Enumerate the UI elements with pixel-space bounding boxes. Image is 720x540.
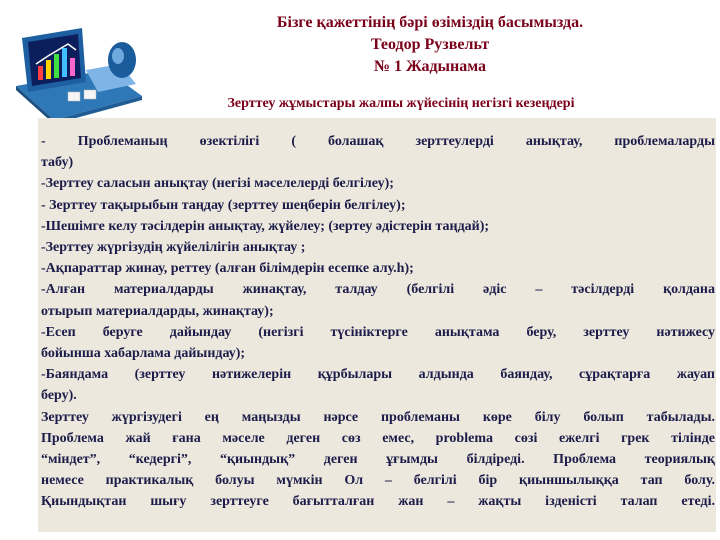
text-line: бойынша хабарлама дайындау); <box>41 346 246 362</box>
quote-text: Бізге қажеттінің бәрі өзіміздің басымызда. <box>276 14 584 31</box>
text-line: -Шешімге келу тәсілдерін анықтау, жүйелеу; (зертеу әдістерін таңдай); <box>41 218 490 234</box>
text-line: “міндет”, “кедергі”, “қиындық” деген ұғымды білдіреді. Проблема теориялық <box>41 452 715 468</box>
text-line: -Есеп беруге дайындау (негізгі түсініктерге анықтама беру, зерттеу нәтижесу <box>41 324 715 340</box>
text-line: -Зерттеу жүргізудің жүйелілігін анықтау ; <box>41 240 306 256</box>
section-subtitle: Зерттеу жұмыстары жалпы жүйесінің негізгі кезеңдері <box>227 96 575 111</box>
text-line: - Зерттеу тақырыбын таңдау (зерттеу шеңберін белгілеу); <box>41 197 406 213</box>
text-line: табу) <box>41 155 74 171</box>
text-line: Қиындықтан шығу зерттеуге бағытталған жан – жақты ізденісті талап етеді. <box>41 494 715 510</box>
computer-chart-icon <box>2 20 152 125</box>
text-line: -Ақпараттар жинау, реттеу (алған білімдерін есепке алу.h); <box>41 261 414 277</box>
text-line: -Зерттеу саласын анықтау (негізі мәселелерді белгілеу); <box>41 176 394 192</box>
quote-author: Теодор Рузвельт <box>370 36 490 53</box>
text-line: Проблема жай ғана мәселе деген сөз емес, problema сөзі ежелгі грек тілінде <box>41 430 715 446</box>
text-line: - Проблеманың өзектілігі ( болашақ зерттеулерді анықтау, проблемаларды <box>41 134 715 149</box>
body-text <box>41 131 715 513</box>
text-line: беру). <box>41 388 77 404</box>
text-line: отырып материалдарды, жинақтау); <box>41 303 274 319</box>
memo-number: № 1 Жадынама <box>373 58 487 75</box>
header <box>210 12 650 78</box>
text-line: Зерттеу жүргізудегі ең маңызды нәрсе проблеманы көре білу болып табылады. <box>41 409 715 425</box>
text-line: -Алған материалдарды жинақтау, талдау (белгілі әдіс – тәсілдерді қолдана <box>41 282 715 298</box>
text-line: немесе практикалық болуы мүмкін Ол – белгілі бір қиыншылыққа тап болу. <box>41 473 715 489</box>
text-line: -Баяндама (зерттеу нәтижелерін құрбылары алдында баяндау, сұрақтарға жауап <box>41 367 715 383</box>
